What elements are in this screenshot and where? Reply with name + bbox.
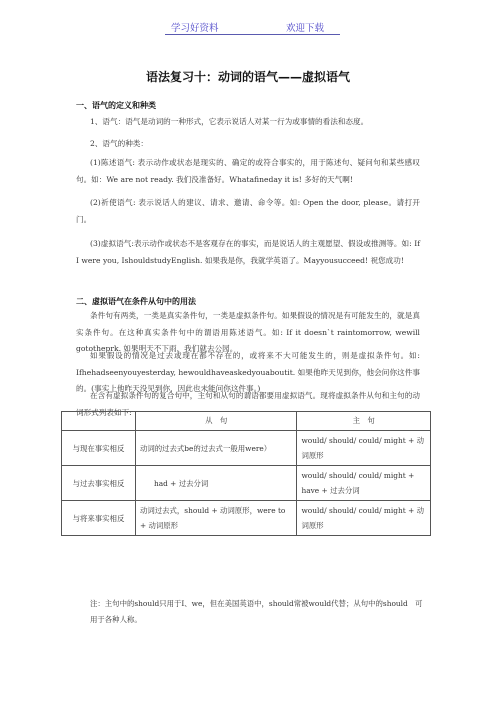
indicative-paragraph: (1)陈述语气: 表示动作或状态是现实的、确定的或符合事实的，用于陈述句、疑问句和某些感叹句。如：We are not ready. 我们没准备好。Whatafineday it is! 多好的天气啊!: [76, 158, 420, 184]
subjunctive-table: [61, 411, 431, 536]
subjunctive-paragraph: (3)虚拟语气:表示动作或状态不是客观存在的事实，而是说话人的主观愿望、假设或推测等。如: If I were you, IshouldstudyEnglish. 如果我是你，我就学英语了。Mayyousucceed! 祝您成功!: [76, 239, 420, 265]
clause-cell: had + 过去分词: [135, 466, 297, 501]
page-title: 语法复习十：动词的语气——虚拟语气: [145, 70, 350, 84]
table-note: 注：主句中的should只用于I、we，但在美国英语中，should常被would代替；从句中的should 可用于各种人称。: [90, 599, 423, 624]
table-row: [62, 466, 431, 501]
unreal-conditional-paragraph: 如果假设的情况是过去或现在都不存在的，或将来不大可能发生的，则是虚拟条件句。如: Ifhehadseenyouyesterday, hewouldhaveaskedyouaboutit. 如果他昨天见到你，他会问你这件事的。(事实上他昨天没见到你，因此也未能问你这件事。): [76, 351, 420, 393]
section1-heading: 一、语气的定义和种类: [76, 101, 156, 110]
table-row: [62, 501, 431, 536]
types-paragraph: 2、语气的种类：: [90, 139, 148, 148]
conditional-paragraph: 条件句有两类，一类是真实条件句，一类是虚拟条件句。如果假设的情况是有可能发生的，就是真实条件句。在这种真实条件句中的谓语用陈述语气。如: If it doesn`t raintomorrow, wewill gototheprk. 如果明天不下雨，我们就去公园。: [76, 311, 420, 353]
clause-cell: 动词的过去式be的过去式一般用were）: [135, 431, 297, 466]
row-label: 与现在事实相反: [62, 431, 136, 466]
page-header: [165, 20, 340, 35]
table-header-row: [62, 412, 431, 431]
header-left-text: 学习好资料: [171, 23, 219, 34]
table-header-cell: 主 句: [297, 412, 431, 431]
section2-heading: 二、虚拟语气在条件从句中的用法: [76, 297, 196, 306]
table-row: [62, 431, 431, 466]
table-intro-paragraph: 在含有虚拟条件句的复合句中，主句和从句的谓语都要用虚拟语气。现将虚拟条件从句和主句的动词形式列表如下:: [76, 391, 420, 417]
row-label: 与过去事实相反: [62, 466, 136, 501]
main-clause-cell: would/ should/ could/ might + 动词原形: [297, 501, 431, 536]
table-header-cell: 从 句: [135, 412, 297, 431]
row-label: 与将来事实相反: [62, 501, 136, 536]
definition-paragraph: 1、语气：语气是动词的一种形式，它表示说话人对某一行为或事情的看法和态度。: [90, 117, 369, 126]
main-clause-cell: would/ should/ could/ might + have + 过去分词: [297, 466, 431, 501]
imperative-paragraph: (2)祈使语气: 表示说话人的建议、请求、邀请、命令等。如: Open the door, please。请打开门。: [76, 198, 420, 224]
table-header-cell: [62, 412, 136, 431]
header-right-text: 欢迎下载: [286, 23, 325, 34]
clause-cell: 动词过去式，should + 动词原形，were to + 动词原形: [135, 501, 297, 536]
main-clause-cell: would/ should/ could/ might + 动词原形: [297, 431, 431, 466]
